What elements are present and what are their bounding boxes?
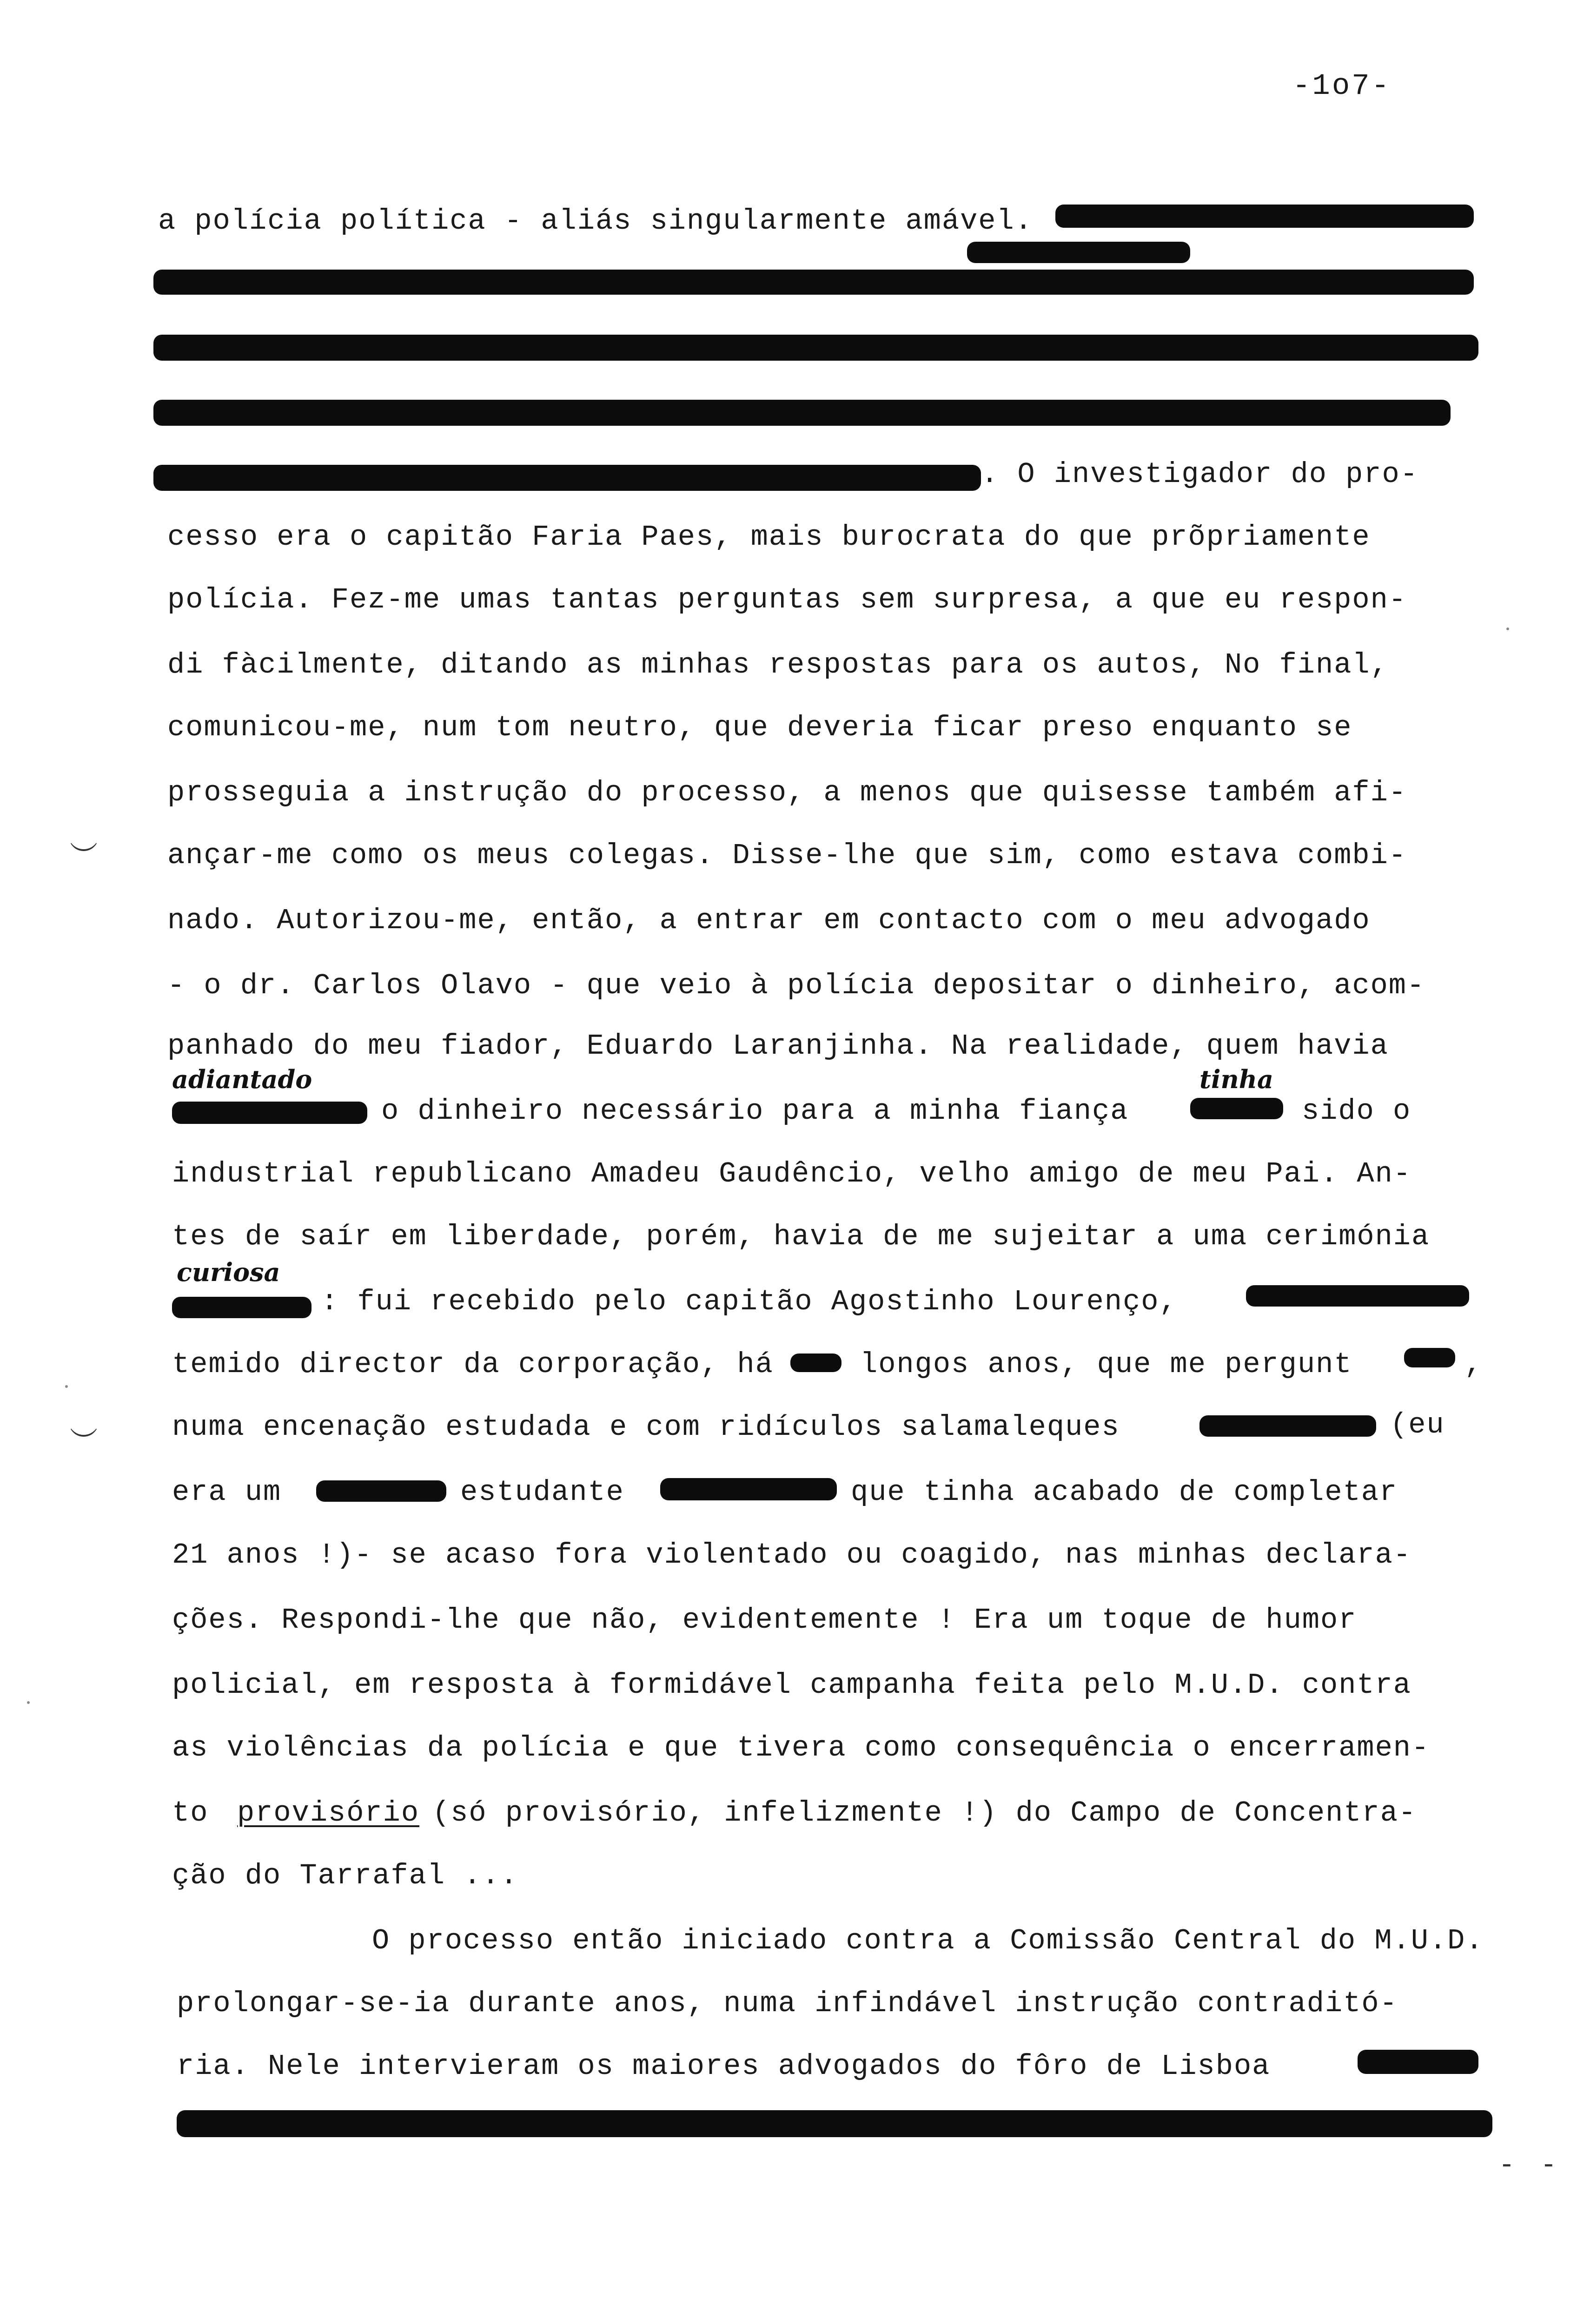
margin-mark: - bbox=[1544, 2147, 1554, 2180]
text-line: 21 anos !)- se acaso fora violentado ou coagido, nas minhas declara- bbox=[172, 1538, 1412, 1571]
text-line: a polícia política - aliás singularmente amável. bbox=[158, 205, 1033, 238]
margin-mark: - bbox=[1502, 2147, 1512, 2180]
redaction-bar bbox=[967, 242, 1190, 263]
redaction-bar bbox=[153, 335, 1478, 361]
text-line: numa encenação estudada e com ridículos salamaleques bbox=[172, 1411, 1120, 1444]
text-line: que tinha acabado de completar bbox=[851, 1476, 1398, 1509]
text-line: prolongar-se-ia durante anos, numa infindável instrução contraditó- bbox=[177, 1987, 1398, 2020]
text-line: , bbox=[1464, 1348, 1483, 1381]
text-line: O processo então iniciado contra a Comissão Central do M.U.D. bbox=[372, 1924, 1484, 1957]
redaction-bar bbox=[172, 1102, 367, 1124]
scan-speck bbox=[27, 1701, 30, 1704]
text-line: di fàcilmente, ditando as minhas respostas para os autos, No final, bbox=[167, 648, 1389, 681]
text-line: tes de saír em liberdade, porém, havia de me sujeitar a uma cerimónia bbox=[172, 1220, 1430, 1253]
redaction-bar bbox=[1404, 1348, 1455, 1367]
text-line: industrial republicano Amadeu Gaudêncio, velho amigo de meu Pai. An- bbox=[172, 1157, 1412, 1190]
redaction-bar bbox=[316, 1480, 446, 1502]
text-line: panhado do meu fiador, Eduardo Laranjinha. Na realidade, quem havia bbox=[167, 1030, 1389, 1063]
text-line: policial, em resposta à formidável campanha feita pelo M.U.D. contra bbox=[172, 1669, 1412, 1702]
page-number: -1o7- bbox=[1292, 70, 1391, 103]
text-line: . O investigador do pro- bbox=[981, 458, 1418, 491]
redaction-bar bbox=[1199, 1415, 1376, 1437]
redaction-bar bbox=[1055, 205, 1474, 228]
margin-mark: ︶ bbox=[70, 1426, 98, 1459]
text-line: estudante bbox=[460, 1476, 624, 1509]
redaction-bar bbox=[1246, 1285, 1469, 1307]
handwritten-annotation: tinha bbox=[1199, 1064, 1273, 1094]
text-line: sido o bbox=[1302, 1095, 1411, 1128]
text-line: polícia. Fez-me umas tantas perguntas sem surpresa, a que eu respon- bbox=[167, 583, 1407, 616]
scan-speck bbox=[1506, 627, 1509, 630]
redaction-bar bbox=[153, 270, 1474, 295]
text-line: o dinheiro necessário para a minha fiança bbox=[381, 1095, 1129, 1128]
text-line: temido director da corporação, há bbox=[172, 1348, 774, 1381]
text-line: comunicou-me, num tom neutro, que deveria ficar preso enquanto se bbox=[167, 711, 1352, 744]
margin-mark: ︶ bbox=[70, 840, 98, 873]
text-line: cesso era o capitão Faria Paes, mais burocrata do que prõpriamente bbox=[167, 521, 1371, 554]
text-line: ria. Nele intervieram os maiores advogados do fôro de Lisboa bbox=[177, 2050, 1271, 2083]
text-line: era um bbox=[172, 1476, 282, 1509]
text-line: nado. Autorizou-me, então, a entrar em contacto com o meu advogado bbox=[167, 904, 1371, 937]
text-line: longos anos, que me pergunt bbox=[860, 1348, 1352, 1381]
text-line: to bbox=[172, 1796, 209, 1829]
redaction-bar bbox=[660, 1478, 837, 1500]
redaction-bar bbox=[1358, 2050, 1478, 2074]
text-line: (só provisório, infelizmente !) do Campo de Concentra- bbox=[432, 1796, 1417, 1829]
redaction-bar bbox=[172, 1297, 311, 1318]
handwritten-annotation: curiosa bbox=[177, 1257, 280, 1287]
text-line: prosseguia a instrução do processo, a menos que quisesse também afi- bbox=[167, 776, 1407, 809]
text-line: (eu bbox=[1390, 1408, 1445, 1441]
redaction-bar bbox=[177, 2110, 1492, 2137]
redaction-bar bbox=[153, 465, 981, 491]
text-line: ançar-me como os meus colegas. Disse-lhe que sim, como estava combi- bbox=[167, 839, 1407, 872]
scan-speck bbox=[65, 1385, 68, 1388]
text-line: : fui recebido pelo capitão Agostinho Lourenço, bbox=[321, 1285, 1178, 1318]
handwritten-annotation: adiantado bbox=[172, 1064, 312, 1094]
redaction-bar bbox=[790, 1353, 842, 1372]
text-line: as violências da polícia e que tivera como consequência o encerramen- bbox=[172, 1731, 1430, 1764]
underlined-word: provisório bbox=[237, 1796, 420, 1829]
text-line: ção do Tarrafal ... bbox=[172, 1859, 518, 1892]
text-line: - o dr. Carlos Olavo - que veio à polícia depositar o dinheiro, acom- bbox=[167, 969, 1425, 1002]
redaction-bar bbox=[1190, 1098, 1283, 1119]
redaction-bar bbox=[153, 400, 1451, 426]
text-line: ções. Respondi-lhe que não, evidentemente ! Era um toque de humor bbox=[172, 1604, 1357, 1637]
